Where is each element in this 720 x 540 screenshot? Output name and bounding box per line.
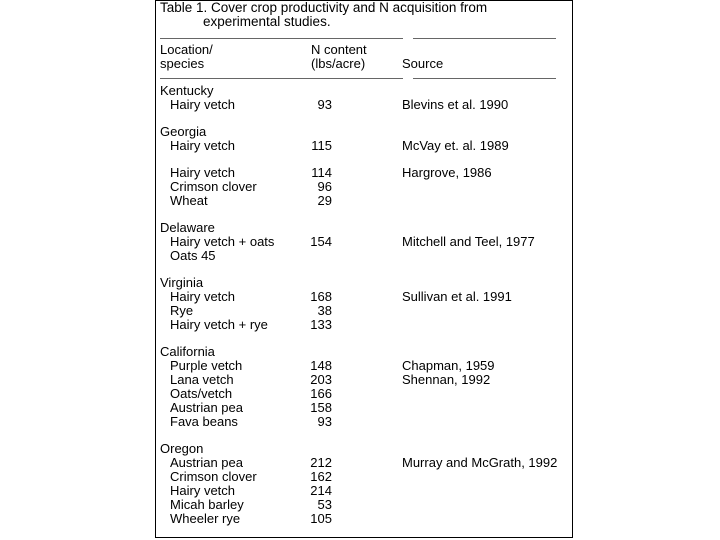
- n-content-header-line-2: (lbs/acre): [311, 56, 366, 71]
- n-content-cell: 154: [310, 234, 332, 249]
- source-cell: Mitchell and Teel, 1977: [402, 234, 535, 249]
- n-content-cell: 212: [310, 455, 332, 470]
- species-cell: Hairy vetch: [170, 138, 236, 153]
- n-content-cell: 93: [317, 97, 332, 112]
- species-cell: Hairy vetch: [170, 97, 236, 112]
- n-content-cell: 166: [310, 386, 332, 401]
- location-header-line-1: Location/: [160, 42, 213, 57]
- n-content-cell: 115: [311, 138, 332, 153]
- n-content-header-line-1: N content: [311, 42, 367, 57]
- source-cell: Shennan, 1992: [402, 372, 491, 387]
- species-cell: Oats/vetch: [170, 386, 233, 401]
- n-content-cell: 158: [310, 400, 332, 415]
- n-content-cell: 53: [317, 497, 332, 512]
- location-heading: Virginia: [160, 275, 204, 290]
- header-bottom-rule-right: [413, 78, 556, 79]
- source-cell: Murray and McGrath, 1992: [402, 455, 558, 470]
- species-cell: Purple vetch: [170, 358, 243, 373]
- n-content-cell: 133: [310, 317, 332, 332]
- n-content-cell: 168: [310, 289, 332, 304]
- species-cell: Hairy vetch: [170, 165, 236, 180]
- species-cell: Wheeler rye: [170, 511, 241, 526]
- species-cell: Lana vetch: [170, 372, 234, 387]
- title-line-2: experimental studies.: [203, 14, 331, 29]
- n-content-cell: 203: [310, 372, 332, 387]
- table-title: [160, 1, 487, 29]
- source-cell: McVay et. al. 1989: [402, 138, 509, 153]
- source-cell: Sullivan et al. 1991: [402, 289, 512, 304]
- header-top-rule-right: [413, 38, 556, 39]
- n-content-cell: 38: [317, 303, 332, 318]
- species-cell: Fava beans: [170, 414, 238, 429]
- location-heading: California: [160, 344, 215, 359]
- n-content-cell: 114: [311, 165, 332, 180]
- source-cell: Hargrove, 1986: [402, 165, 492, 180]
- location-heading: Georgia: [160, 124, 207, 139]
- location-heading: Delaware: [160, 220, 215, 235]
- title-line-1: Table 1. Cover crop productivity and N acquisition from: [160, 0, 488, 15]
- species-cell: Austrian pea: [170, 400, 243, 415]
- species-cell: Wheat: [170, 193, 208, 208]
- n-content-cell: 93: [317, 414, 332, 429]
- species-cell: Crimson clover: [170, 179, 257, 194]
- species-cell: Hairy vetch: [170, 483, 236, 498]
- source-cell: Blevins et al. 1990: [402, 97, 509, 112]
- header-top-rule-left: [160, 38, 403, 39]
- species-cell: Austrian pea: [170, 455, 243, 470]
- species-cell: Hairy vetch: [170, 289, 236, 304]
- location-header: [160, 43, 213, 71]
- location-heading: Kentucky: [160, 83, 214, 98]
- source-cell: Chapman, 1959: [402, 358, 495, 373]
- species-cell: Micah barley: [170, 497, 244, 512]
- n-content-cell: 96: [317, 179, 332, 194]
- species-cell: Hairy vetch + rye: [170, 317, 268, 332]
- species-cell: Oats 45: [170, 248, 216, 263]
- species-cell: Crimson clover: [170, 469, 257, 484]
- n-content-cell: 148: [310, 358, 332, 373]
- source-header: Source: [402, 56, 444, 71]
- species-cell: Hairy vetch + oats: [170, 234, 275, 249]
- n-content-cell: 214: [310, 483, 332, 498]
- location-heading: Oregon: [160, 441, 204, 456]
- n-content-cell: 162: [310, 469, 332, 484]
- n-content-cell: 105: [310, 511, 332, 526]
- species-cell: Rye: [170, 303, 194, 318]
- location-header-line-2: species: [160, 56, 205, 71]
- n-content-cell: 29: [317, 193, 332, 208]
- header-bottom-rule-left: [160, 78, 403, 79]
- n-content-header: [311, 43, 367, 71]
